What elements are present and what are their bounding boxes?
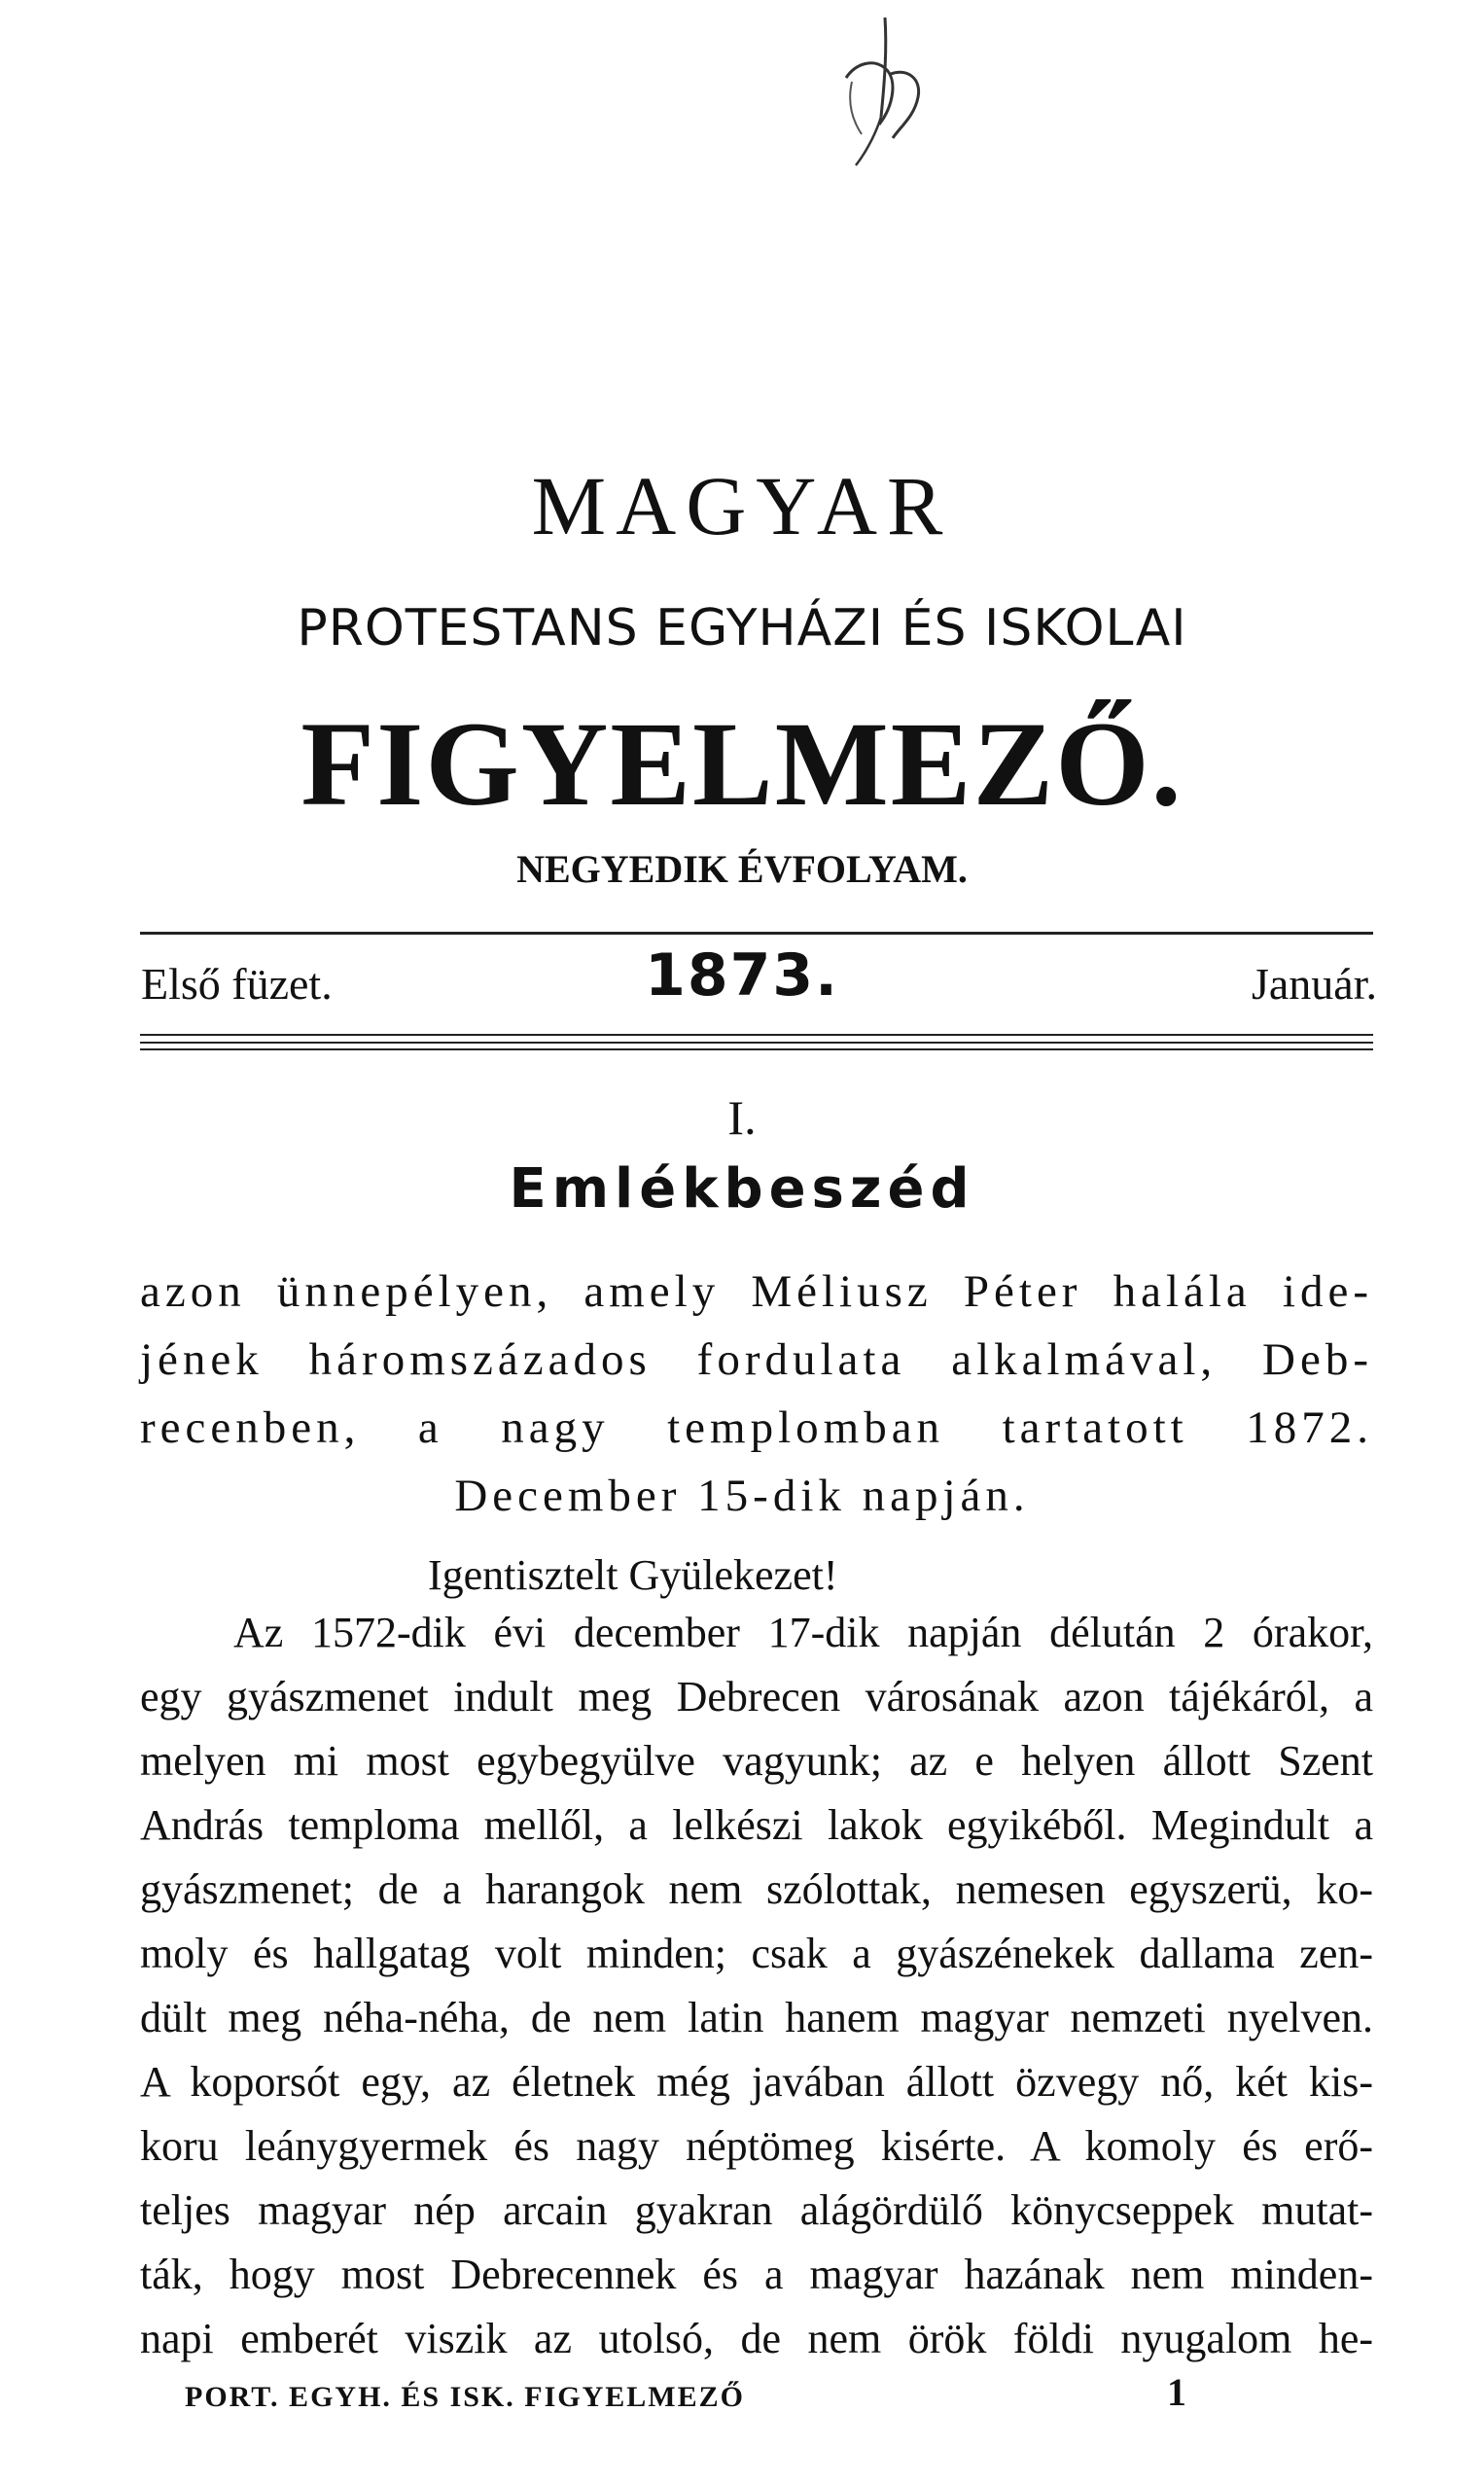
greeting: Igentisztelt Gyülekezet! bbox=[428, 1551, 838, 1599]
issue-number: Első füzet. bbox=[141, 959, 333, 1009]
article-title: Emlékbeszéd bbox=[509, 1157, 975, 1221]
volume-label: NEGYEDIK ÉVFOLYAM. bbox=[516, 847, 968, 891]
handwritten-mark bbox=[817, 10, 943, 175]
body-line: napi emberét viszik az utolsó, de nem örök földi nyugalom he- bbox=[140, 2315, 1373, 2362]
body-line: koru leánygyermek és nagy néptömeg kisérte. A komoly és erő- bbox=[140, 2122, 1373, 2170]
bottom-rule-2 bbox=[140, 1042, 1373, 1044]
subtitle-line: jének háromszázados fordulata alkalmával, Deb- bbox=[140, 1334, 1373, 1385]
body-line: dült meg néha-néha, de nem latin hanem magyar nemzeti nyelven. bbox=[140, 1994, 1373, 2041]
body-line: melyen mi most egybegyülve vagyunk; az e helyen állott Szent bbox=[140, 1737, 1373, 1785]
page-number: 1 bbox=[1167, 2370, 1186, 2414]
title-line-2: PROTESTANS EGYHÁZI ÉS ISKOLAI bbox=[297, 599, 1187, 657]
subtitle-line: recenben, a nagy templomban tartatott 1872. bbox=[140, 1402, 1373, 1453]
bottom-rule-3 bbox=[140, 1048, 1373, 1050]
section-number: I. bbox=[727, 1090, 757, 1145]
body-line: András temploma mellől, a lelkészi lakok egyikéből. Megindult a bbox=[140, 1801, 1373, 1849]
issue-month: Január. bbox=[1251, 959, 1377, 1009]
title-line-1: MAGYAR bbox=[531, 459, 953, 552]
body-line: teljes magyar nép arcain gyakran alágördülő könycseppek mutat- bbox=[140, 2186, 1373, 2234]
body-line: ták, hogy most Debrecennek és a magyar hazának nem minden- bbox=[140, 2251, 1373, 2298]
subtitle-line: December 15-dik napján. bbox=[454, 1471, 1030, 1521]
body-line: egy gyászmenet indult meg Debrecen városának azon tájékáról, a bbox=[140, 1673, 1373, 1720]
body-line: gyászmenet; de a harangok nem szólottak, nemesen egyszerü, ko- bbox=[140, 1865, 1373, 1913]
subtitle-line: azon ünnepélyen, amely Méliusz Péter halála ide- bbox=[140, 1266, 1373, 1317]
running-footer: PORT. EGYH. ÉS ISK. FIGYELMEZŐ bbox=[185, 2381, 745, 2413]
body-line: moly és hallgatag volt minden; csak a gyászénekek dallama zen- bbox=[140, 1930, 1373, 1977]
top-rule bbox=[140, 932, 1373, 935]
bottom-rule-1 bbox=[140, 1034, 1373, 1036]
body-line: Az 1572-dik évi december 17-dik napján délután 2 órakor, bbox=[233, 1609, 1373, 1656]
title-line-3: FIGYELMEZŐ. bbox=[300, 697, 1184, 831]
body-line: A koporsót egy, az életnek még javában állott özvegy nő, két kis- bbox=[140, 2058, 1373, 2106]
issue-year: 1873. bbox=[645, 941, 839, 1010]
